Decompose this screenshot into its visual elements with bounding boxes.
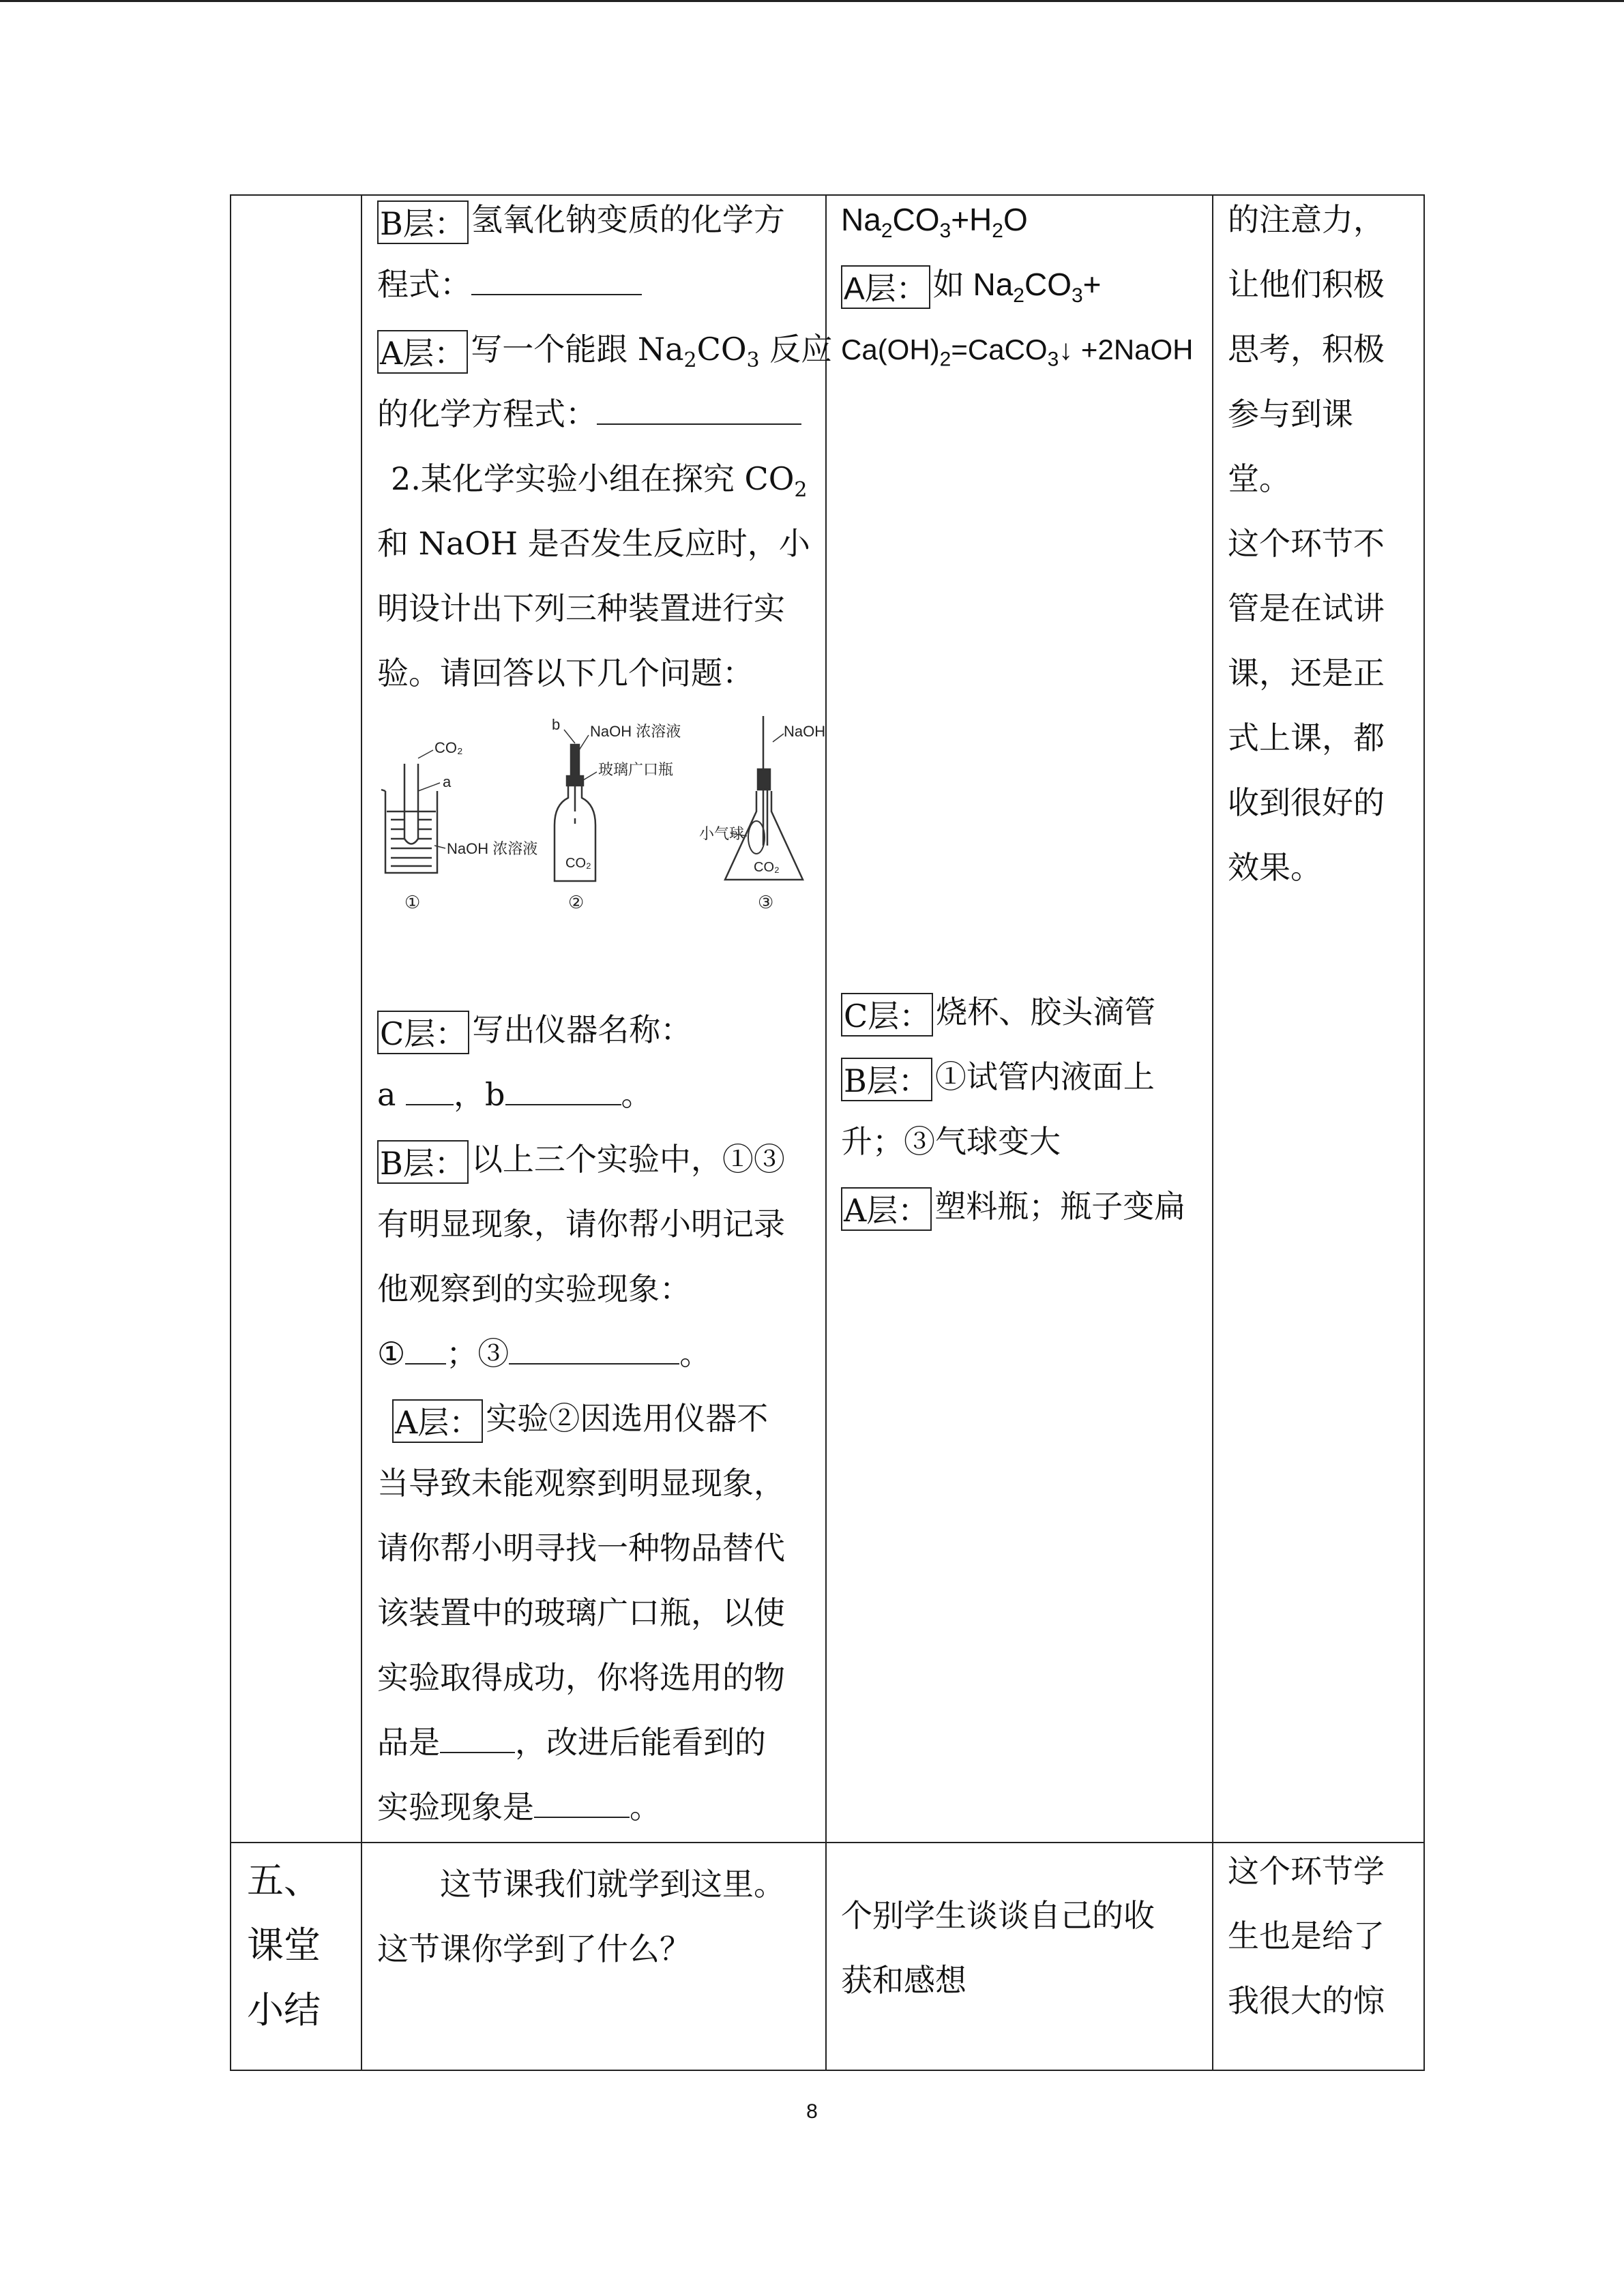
fig1-a-label: a — [443, 773, 452, 790]
a-level-equation-line1: A层： 写一个能跟 $Na_2CO_3$ 反应 — [377, 317, 821, 382]
question2-line1: 2.某化学实验小组在探究 $CO_2$ — [391, 460, 808, 503]
note-line: 的注意力， — [1228, 201, 1385, 238]
flask-setup-figure — [699, 716, 825, 912]
c-level-blanks: a ，b 。 — [377, 1076, 653, 1113]
note-line: 生也是给了 — [1228, 1918, 1385, 1954]
student-activity-cell-lower — [841, 980, 1209, 1239]
fig3-co2-label: CO₂ — [754, 860, 780, 875]
note-line: 让他们积极 — [1228, 266, 1385, 303]
level-tag-c: C层： — [377, 1011, 469, 1054]
a-level-equation-line2: 的化学方程式： — [377, 382, 821, 447]
note-line: 我很大的惊 — [1228, 1982, 1385, 2019]
note-line: 堂。 — [1228, 460, 1290, 497]
summary-student-cell — [841, 1883, 1209, 2013]
beaker-setup-figure — [381, 739, 537, 912]
page-top-border — [0, 0, 1624, 2]
fig3-number: ③ — [758, 892, 774, 912]
b-level-question-line2: 有明显现象，请你帮小明记录 — [377, 1206, 785, 1242]
note-line: 这个环节不 — [1228, 525, 1385, 562]
answer-blank — [505, 1077, 621, 1105]
level-tag-c: C层： — [841, 993, 933, 1037]
answer-blank — [406, 1077, 454, 1105]
fig3-naoh-label: NaOH — [784, 723, 826, 740]
summary-content-cell — [377, 1852, 821, 1982]
answer-blank — [534, 1789, 630, 1818]
fig2-co2-label: CO₂ — [565, 856, 591, 871]
fig3-balloon-label: 小气球 — [699, 825, 745, 842]
fig1-naoh-label: NaOH 浓溶液 — [447, 840, 538, 857]
b-level-question-line4: ① ；③ 。 — [377, 1335, 711, 1372]
level-tag-a: A层： — [841, 265, 930, 309]
level-tag-a: A层： — [377, 330, 468, 374]
b-level-equation-line2: 程式： — [377, 252, 821, 317]
level-tag-a: A层： — [841, 1187, 932, 1231]
stage-label-line: 课堂 — [247, 1924, 321, 1967]
answer-b-level-line2: 升；③气球变大 — [841, 1123, 1061, 1160]
answer-a-level: A层： 塑料瓶；瓶子变扁 — [841, 1174, 1209, 1239]
answer-blank — [405, 1336, 446, 1365]
summary-notes-cell — [1228, 1839, 1419, 2033]
answer-equation-b: $Na_2CO_3+H_2O$ — [841, 202, 1028, 243]
table-col-divider-3 — [1212, 194, 1213, 2071]
a-level-question-line5: 实验取得成功，你将选用的物 — [377, 1659, 785, 1696]
summary-line1: 这节课我们就学到这里。 — [440, 1866, 785, 1903]
note-line: 课，还是正 — [1228, 655, 1385, 691]
student-summary-line2: 获和感想 — [841, 1962, 966, 1999]
stage-label-line: 五、 — [247, 1859, 321, 1902]
student-activity-cell — [841, 188, 1209, 382]
note-line: 收到很好的 — [1228, 784, 1385, 821]
note-line: 效果。 — [1228, 849, 1322, 886]
page-number: 8 — [806, 2100, 818, 2123]
table-col-divider-1 — [361, 194, 362, 2071]
answer-b-level-line1: B层： ①试管内液面上 — [841, 1045, 1209, 1109]
question2-line4: 验。请回答以下几个问题： — [377, 655, 754, 691]
note-line: 式上课，都 — [1228, 719, 1385, 756]
fig2-bottle-label: 玻璃广口瓶 — [598, 761, 674, 778]
teaching-content-cell — [377, 188, 833, 706]
question2-line3: 明设计出下列三种装置进行实 — [377, 590, 785, 627]
answer-blank — [597, 396, 801, 425]
fig2-naoh-label: NaOH 浓溶液 — [590, 723, 681, 740]
c-level-question: C层： 写出仪器名称： — [377, 998, 821, 1062]
answer-c-level: C层： 烧杯、胶头滴管 — [841, 980, 1209, 1045]
fig1-co2-label: CO₂ — [434, 739, 463, 756]
answer-equation-a-line1: A层： 如 $Na_2CO_3+$ — [841, 252, 1209, 317]
stage-label-cell — [247, 1848, 321, 2042]
student-summary-line1: 个别学生谈谈自己的收 — [841, 1897, 1155, 1934]
answer-equation-a-line2: $Ca(OH)_2=CaCO_3↓$ +2NaOH — [841, 333, 1194, 371]
answer-blank — [440, 1725, 515, 1753]
table-bottom-rule — [230, 2070, 1425, 2071]
bottle-setup-figure — [552, 716, 681, 912]
teaching-content-cell-lower — [377, 998, 821, 1840]
a-level-question-line4: 该装置中的玻璃广口瓶，以使 — [377, 1594, 785, 1631]
answer-blank — [509, 1336, 679, 1365]
note-line: 思考，积极 — [1228, 331, 1385, 368]
table-col-divider-2 — [825, 194, 827, 2071]
fig2-number: ② — [568, 892, 585, 912]
note-line: 管是在试讲 — [1228, 590, 1385, 627]
fig1-number: ① — [404, 892, 421, 912]
question2-line2: 和 NaOH 是否发生反应时，小 — [377, 525, 810, 562]
a-level-question-line1: A层： 实验②因选用仪器不 — [377, 1386, 821, 1451]
level-tag-b: B层： — [841, 1058, 932, 1101]
a-level-question-line3: 请你帮小明寻找一种物品替代 — [377, 1530, 785, 1566]
a-level-question-line7: 实验现象是 。 — [377, 1789, 661, 1825]
b-level-question-line1: B层： 以上三个实验中，①③ — [377, 1127, 821, 1192]
stage-label-line: 小结 — [247, 1988, 321, 2031]
level-tag-b: B层： — [377, 1140, 469, 1184]
b-level-question-line3: 他观察到的实验现象： — [377, 1270, 691, 1307]
apparatus-diagram — [377, 709, 827, 927]
answer-blank — [471, 267, 642, 295]
level-tag-a: A层： — [392, 1399, 483, 1443]
note-line: 这个环节学 — [1228, 1853, 1385, 1890]
a-level-question-line2: 当导致未能观察到明显现象， — [377, 1465, 785, 1502]
b-level-equation-line1: B层： 氢氧化钠变质的化学方 — [377, 188, 821, 252]
a-level-question-line6: 品是 ，改进后能看到的 — [377, 1724, 766, 1761]
table-right-rule — [1423, 194, 1425, 2071]
summary-line2: 这节课你学到了什么？ — [377, 1930, 691, 1967]
note-line: 参与到课 — [1228, 396, 1353, 432]
fig2-b-label: b — [552, 716, 561, 733]
design-notes-cell — [1228, 188, 1419, 900]
table-left-rule — [230, 194, 231, 2071]
level-tag-b: B层： — [377, 200, 469, 244]
